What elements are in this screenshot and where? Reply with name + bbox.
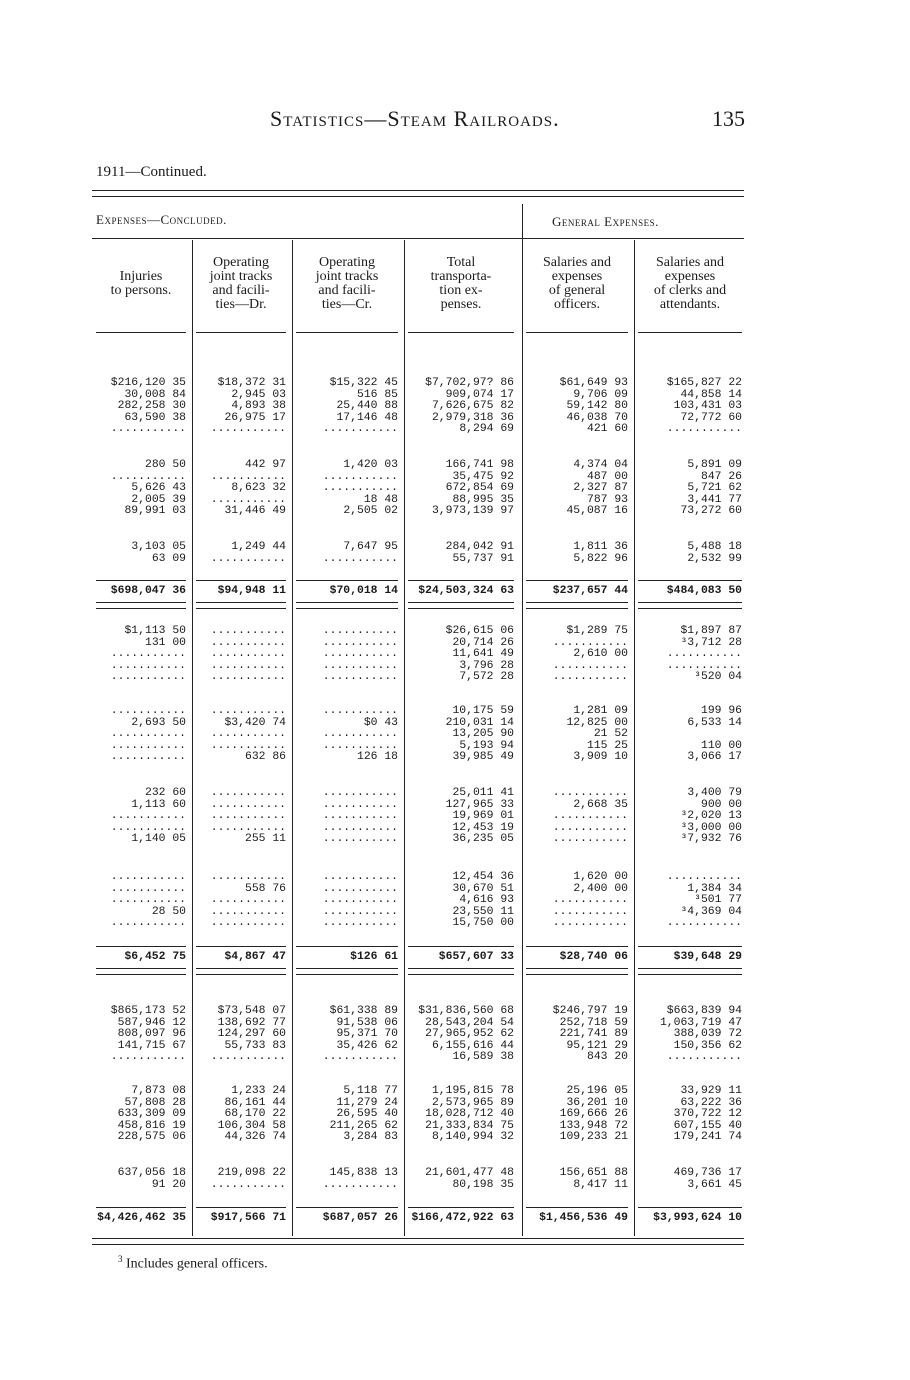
block-rule [638,974,742,975]
table-cell: 156,651 88 8,417 11 [559,1167,628,1191]
column-header-line: to persons. [110,283,172,298]
block-rule [296,968,398,969]
table-cell: $61,338 89 91,538 06 95,371 70 35,426 62 ........... [322,1005,398,1064]
table-cell: $73,548 07 138,692 77 124,297 60 55,733 83 ........... [210,1005,286,1064]
total-cell: $237,657 44 [552,585,628,597]
total-rule [408,580,514,581]
top-rule-2 [92,196,744,197]
total-cell: $70,018 14 [329,585,398,597]
column-header [634,256,746,312]
header-underline [296,332,398,333]
total-cell: $917,566 71 [210,1212,286,1224]
table-cell: 12,454 36 30,670 51 4,616 93 23,550 11 15,750 00 [452,871,514,930]
block-rule [196,608,286,609]
page-number: 135 [712,106,745,131]
table-cell: 7,647 95 ........... [322,541,398,565]
table-cell: $1,289 75 ........... 2,610 00 ........... ........... [552,625,628,684]
column-header [192,256,290,312]
table-cell: 21,601,477 48 80,198 35 [425,1167,514,1191]
total-rule [296,1207,398,1208]
footnote [118,1254,268,1273]
total-cell: $6,452 75 [124,951,186,963]
table-cell: ........... $3,420 74 ........... ........... 632 86 [210,705,286,764]
table-cell: $31,836,560 68 28,543,204 54 27,965,952 62 6,155,616 44 16,589 38 [418,1005,514,1064]
table-cell: $15,322 45 516 85 25,440 88 17,146 48 ........... [322,377,398,436]
total-cell: $166,472,922 63 [411,1212,514,1224]
table-cell: $165,827 22 44,858 14 103,431 03 72,772 60 ........... [666,377,742,436]
table-cell: 1,620 00 2,400 00 ........... ........... ........... [552,871,628,930]
header-underline [96,332,186,333]
total-rule [526,1207,628,1208]
block-rule [638,968,742,969]
total-cell: $28,740 06 [559,951,628,963]
table-cell: ........... ........... ........... ........... ........... [322,871,398,930]
total-cell: $1,456,536 49 [539,1212,628,1224]
column-header-line: Salaries and [655,255,725,270]
table-cell: 219,098 22 ........... [210,1167,286,1191]
total-cell: $126 61 [350,951,398,963]
block-rule [638,608,742,609]
column-header-line: tion ex- [439,283,483,298]
table-cell: 25,196 05 36,201 10 169,666 26 133,948 72 109,233 21 [559,1085,628,1144]
table-cell: $7,702,97? 86 909,074 17 7,626,675 82 2,979,318 36 8,294 69 [425,377,514,436]
total-cell: $698,047 36 [110,585,186,597]
column-header-line: Operating [213,255,269,270]
total-rule [196,580,286,581]
footnote-mark: 3 [118,1254,123,1264]
section-general-expenses: General Expenses. [552,214,659,229]
block-rule [196,968,286,969]
table-cell: $246,797 19 252,718 59 221,741 89 95,121 29 843 20 [552,1005,628,1064]
header-underline [196,332,286,333]
header-underline [408,332,514,333]
block-rule [296,602,398,603]
block-rule [96,968,186,969]
total-rule [638,1207,742,1208]
total-cell: $484,083 50 [666,585,742,597]
total-cell: $687,057 26 [322,1212,398,1224]
top-rule [92,190,744,191]
total-rule [196,946,286,947]
total-cell: $3,993,624 10 [653,1212,742,1224]
column-header-line: penses. [440,297,482,312]
table-cell: 1,281 09 12,825 00 21 52 115 25 3,909 10 [566,705,628,764]
table-cell: 232 60 1,113 60 ........... ........... 1,140 05 [110,787,186,846]
total-cell: $94,948 11 [217,585,286,597]
block-rule [526,968,628,969]
table-cell: $26,615 06 20,714 26 11,641 49 3,796 28 7,572 28 [445,625,514,684]
column-header-line: Salaries and [542,255,612,270]
table-cell: 442 97 ........... 8,623 32 ........... 31,446 49 [210,459,286,518]
block-rule [196,602,286,603]
block-rule [296,974,398,975]
column-header [404,256,518,312]
column-header-line: and facili- [212,283,270,298]
total-rule [96,580,186,581]
total-rule [526,946,628,947]
total-cell: $24,503,324 63 [418,585,514,597]
table-cell: 3,400 79 900 00 ³2,020 13 ³3,000 00 ³7,932 76 [680,787,742,846]
table-cell: 3,103 05 63 09 [131,541,186,565]
table-cell: 10,175 59 210,031 14 13,205 90 5,193 94 39,985 49 [445,705,514,764]
block-rule [408,608,514,609]
column-header-line: ties—Dr. [215,297,267,312]
block-rule [408,602,514,603]
header-underline [526,332,628,333]
running-header [0,106,910,136]
column-header-line: Injuries [119,269,163,284]
block-rule [96,974,186,975]
table-cell: ........... $0 43 ........... ........... 126 18 [322,705,398,764]
table-cell: 5,891 09 847 26 5,721 62 3,441 77 73,272 60 [680,459,742,518]
table-cell: 637,056 18 91 20 [117,1167,186,1191]
table-cell: 33,929 11 63,222 36 370,722 12 607,155 40 179,241 74 [673,1085,742,1144]
table-cell: ........... 1,384 34 ³501 77 ³4,369 04 ........... [666,871,742,930]
block-rule [196,974,286,975]
total-cell: $4,867 47 [224,951,286,963]
table-cell: $1,897 87 ³3,712 28 ........... ........... ³520 04 [666,625,742,684]
total-rule [638,946,742,947]
table-cell: ........... ........... ........... ........... ........... [210,625,286,684]
table-cell: $1,113 50 131 00 ........... ........... ........... [110,625,186,684]
column-header-line: of clerks and [653,283,727,298]
table-cell: 1,249 44 ........... [210,541,286,565]
column-header-line: Total [446,255,476,270]
table-cell: 1,811 36 5,822 96 [573,541,628,565]
table-cell: ........... 2,668 35 ........... ........... ........... [552,787,628,846]
column-header-line: joint tracks [209,269,273,284]
table-cell: 1,420 03 ........... ........... 18 48 2,505 02 [322,459,398,518]
table-cell: 469,736 17 3,661 45 [673,1167,742,1191]
table-cell: ........... 2,693 50 ........... ........... ........... [110,705,186,764]
table-cell: ........... ........... ........... 28 50 ........... [110,871,186,930]
total-rule [526,580,628,581]
table-cell: $18,372 31 2,945 03 4,893 38 26,975 17 ........... [210,377,286,436]
bottom-rule [92,1238,744,1239]
column-header-line: attendants. [659,297,721,312]
block-rule [408,968,514,969]
table-subheading: 1911—Continued. [96,164,207,180]
block-rule [526,974,628,975]
block-rule [96,602,186,603]
column-header-line: Operating [319,255,375,270]
column-header-line: expenses [551,269,603,284]
header-underline [638,332,742,333]
column-header-line: transporta- [430,269,492,284]
footnote-text: Includes general officers. [126,1256,268,1272]
table-cell: ........... ........... ........... ........... ........... [322,625,398,684]
table-cell: 4,374 04 487 00 2,327 87 787 93 45,087 16 [566,459,628,518]
table-cell: $216,120 35 30,008 84 282,258 30 63,590 38 ........... [110,377,186,436]
block-rule [526,608,628,609]
page-title: Statistics—Steam Railroads. [270,106,560,131]
column-header-line: and facili- [318,283,376,298]
section-rule [92,238,744,239]
table-cell: 5,488 18 2,532 99 [687,541,742,565]
column-header-line: joint tracks [315,269,379,284]
total-rule [296,946,398,947]
table-cell: ........... 558 76 ........... ........... ........... [210,871,286,930]
column-header [522,256,632,312]
table-cell: 1,233 24 86,161 44 68,170 22 106,304 58 44,326 74 [217,1085,286,1144]
total-rule [408,1207,514,1208]
total-cell: $657,607 33 [438,951,514,963]
section-expenses-concluded: Expenses—Concluded. [96,212,227,227]
table-cell: 145,838 13 ........... [322,1167,398,1191]
total-cell: $4,426,462 35 [97,1212,186,1224]
total-rule [96,946,186,947]
total-cell: $39,648 29 [673,951,742,963]
total-rule [638,580,742,581]
bottom-rule-2 [92,1244,744,1245]
block-rule [526,602,628,603]
table-cell: 166,741 98 35,475 92 672,854 69 88,995 35 3,973,139 97 [431,459,514,518]
column-header-line: ties—Cr. [321,297,373,312]
table-cell: 7,873 08 57,808 28 633,309 09 458,816 19 228,575 06 [117,1085,186,1144]
table-cell: 199 96 6,533 14 110 00 3,066 17 [687,705,742,764]
table-cell: 284,042 91 55,737 91 [445,541,514,565]
block-rule [296,608,398,609]
column-header-line: of general [548,283,606,298]
block-rule [408,974,514,975]
column-header-line: expenses [664,269,716,284]
total-rule [96,1207,186,1208]
column-header [92,270,190,298]
table-cell: ........... ........... ........... ........... 255 11 [210,787,286,846]
block-rule [96,608,186,609]
total-rule [408,946,514,947]
table-cell: 1,195,815 78 2,573,965 89 18,028,712 40 21,333,834 75 8,140,994 32 [425,1085,514,1144]
table-cell: 280 50 ........... 5,626 43 2,005 39 89,991 03 [110,459,186,518]
block-rule [638,602,742,603]
table-cell: $663,839 94 1,063,719 47 388,039 72 150,356 62 ........... [659,1005,742,1064]
table-cell: 5,118 77 11,279 24 26,595 40 211,265 62 3,284 83 [329,1085,398,1144]
column-header [292,256,402,312]
total-rule [296,580,398,581]
table-cell: ........... ........... ........... ........... ........... [322,787,398,846]
column-header-line: officers. [554,297,600,312]
table-cell: 25,011 41 127,965 33 19,969 01 12,453 19 36,235 05 [445,787,514,846]
total-rule [196,1207,286,1208]
table-cell: $865,173 52 587,946 12 808,097 96 141,715 67 ........... [110,1005,186,1064]
table-cell: $61,649 93 9,706 09 59,142 80 46,038 70 421 60 [559,377,628,436]
